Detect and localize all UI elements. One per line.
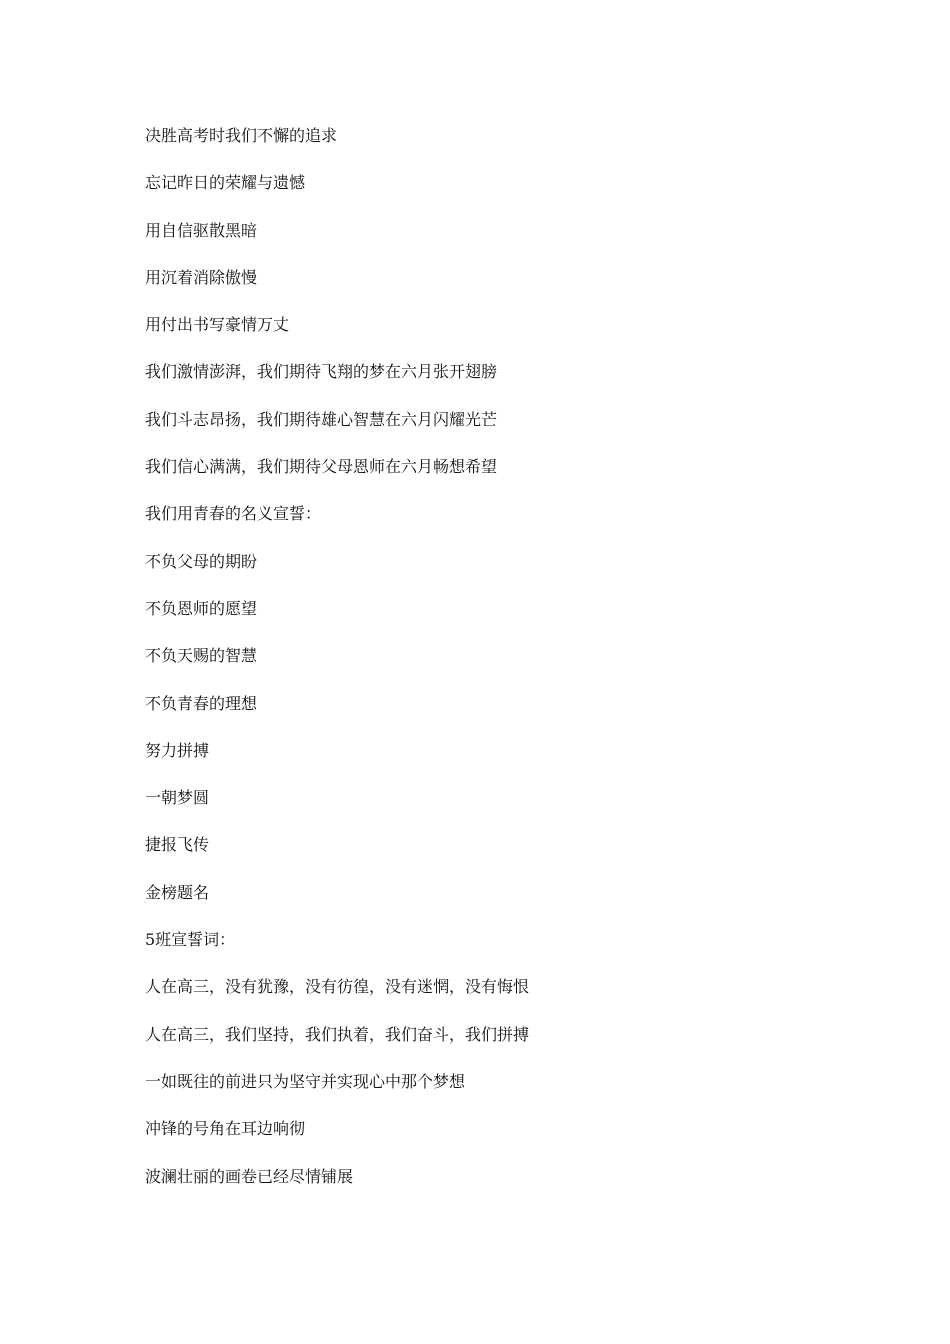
text-line: 我们斗志昂扬，我们期待雄心智慧在六月闪耀光芒 [145, 409, 498, 429]
text-line: 冲锋的号角在耳边响彻 [145, 1119, 306, 1139]
text-line: 波澜壮丽的画卷已经尽情铺展 [145, 1166, 354, 1186]
text-line: 一朝梦圆 [145, 788, 210, 808]
text-line: 忘记昨日的荣耀与遗憾 [145, 173, 306, 193]
text-line: 努力拼搏 [145, 740, 210, 760]
text-line: 捷报飞传 [145, 835, 210, 855]
text-line: 决胜高考时我们不懈的追求 [145, 126, 338, 145]
text-line: 用付出书写豪情万丈 [145, 315, 290, 335]
text-line: 我们激情澎湃，我们期待飞翔的梦在六月张开翅膀 [145, 362, 498, 382]
text-line: 我们信心满满，我们期待父母恩师在六月畅想希望 [145, 457, 498, 477]
text-body [145, 123, 529, 1211]
text-line: 人在高三，没有犹豫，没有彷徨，没有迷惘，没有悔恨 [145, 977, 530, 997]
text-line: 一如既往的前进只为坚守并实现心中那个梦想 [145, 1071, 466, 1091]
text-line: 不负恩师的愿望 [145, 598, 258, 618]
text-line: 用沉着消除傲慢 [145, 267, 258, 287]
text-line: 人在高三，我们坚持，我们执着，我们奋斗，我们拼搏 [145, 1024, 530, 1044]
text-line: 金榜题名 [145, 882, 210, 902]
text-line: 不负青春的理想 [145, 693, 258, 713]
text-line: 用自信驱散黑暗 [145, 220, 258, 240]
text-line: 不负天赐的智慧 [145, 646, 258, 666]
text-line: 我们用青春的名义宣誓： [145, 504, 322, 524]
text-line: 不负父母的期盼 [145, 551, 258, 571]
text-line: 5班宣誓词： [145, 930, 236, 950]
